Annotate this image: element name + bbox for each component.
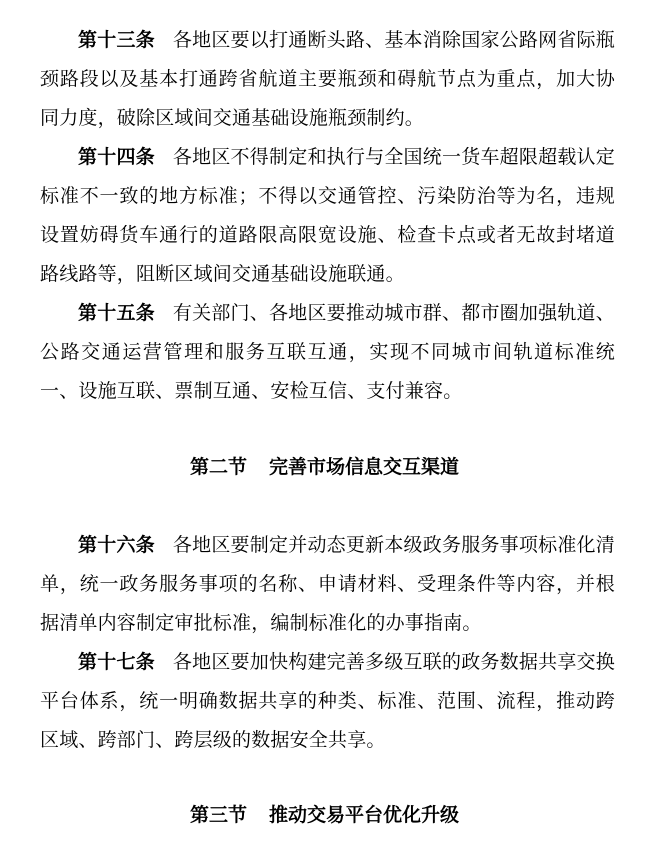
article-number: 第十五条: [78, 302, 155, 324]
article-text: 有关部门、各地区要推动城市群、都市圈加强轨道、公路交通运营管理和服务互联互通，实现不同城市间轨道标准统一、设施互联、票制互通、安检互信、支付兼容。: [40, 302, 615, 402]
section-title: 完善市场信息交互渠道: [269, 456, 460, 478]
section-title: 推动交易平台优化升级: [269, 804, 460, 826]
section-number: 第三节: [189, 804, 247, 826]
article-number: 第十六条: [78, 534, 155, 556]
article-text: 各地区要以打通断头路、基本消除国家公路网省际瓶颈路段以及基本打通跨省航道主要瓶颈和碍航节点为重点，加大协同力度，破除区域间交通基础设施瓶颈制约。: [40, 29, 615, 129]
article-number: 第十七条: [78, 651, 155, 673]
article-17: [40, 643, 615, 760]
article-text: 各地区要制定并动态更新本级政务服务事项标准化清单，统一政务服务事项的名称、申请材料、受理条件等内容，并根据清单内容制定审批标准，编制标准化的办事指南。: [40, 534, 615, 634]
article-number: 第十四条: [78, 146, 155, 168]
section-number: 第二节: [189, 456, 247, 478]
article-14: [40, 138, 615, 294]
section-heading-2: [0, 452, 649, 482]
article-text: 各地区不得制定和执行与全国统一货车超限超载认定标准不一致的地方标准；不得以交通管控、污染防治等为名，违规设置妨碍货车通行的道路限高限宽设施、检查卡点或者无故封堵道路线路等，阻断区域间交通基础设施联通。: [40, 146, 615, 285]
article-16: [40, 526, 615, 643]
article-number: 第十三条: [78, 29, 155, 51]
article-text: 各地区要加快构建完善多级互联的政务数据共享交换平台体系，统一明确数据共享的种类、标准、范围、流程，推动跨区域、跨部门、跨层级的数据安全共享。: [40, 651, 615, 751]
article-15: [40, 294, 615, 411]
section-heading-3: [0, 800, 649, 830]
article-13: [40, 21, 615, 138]
